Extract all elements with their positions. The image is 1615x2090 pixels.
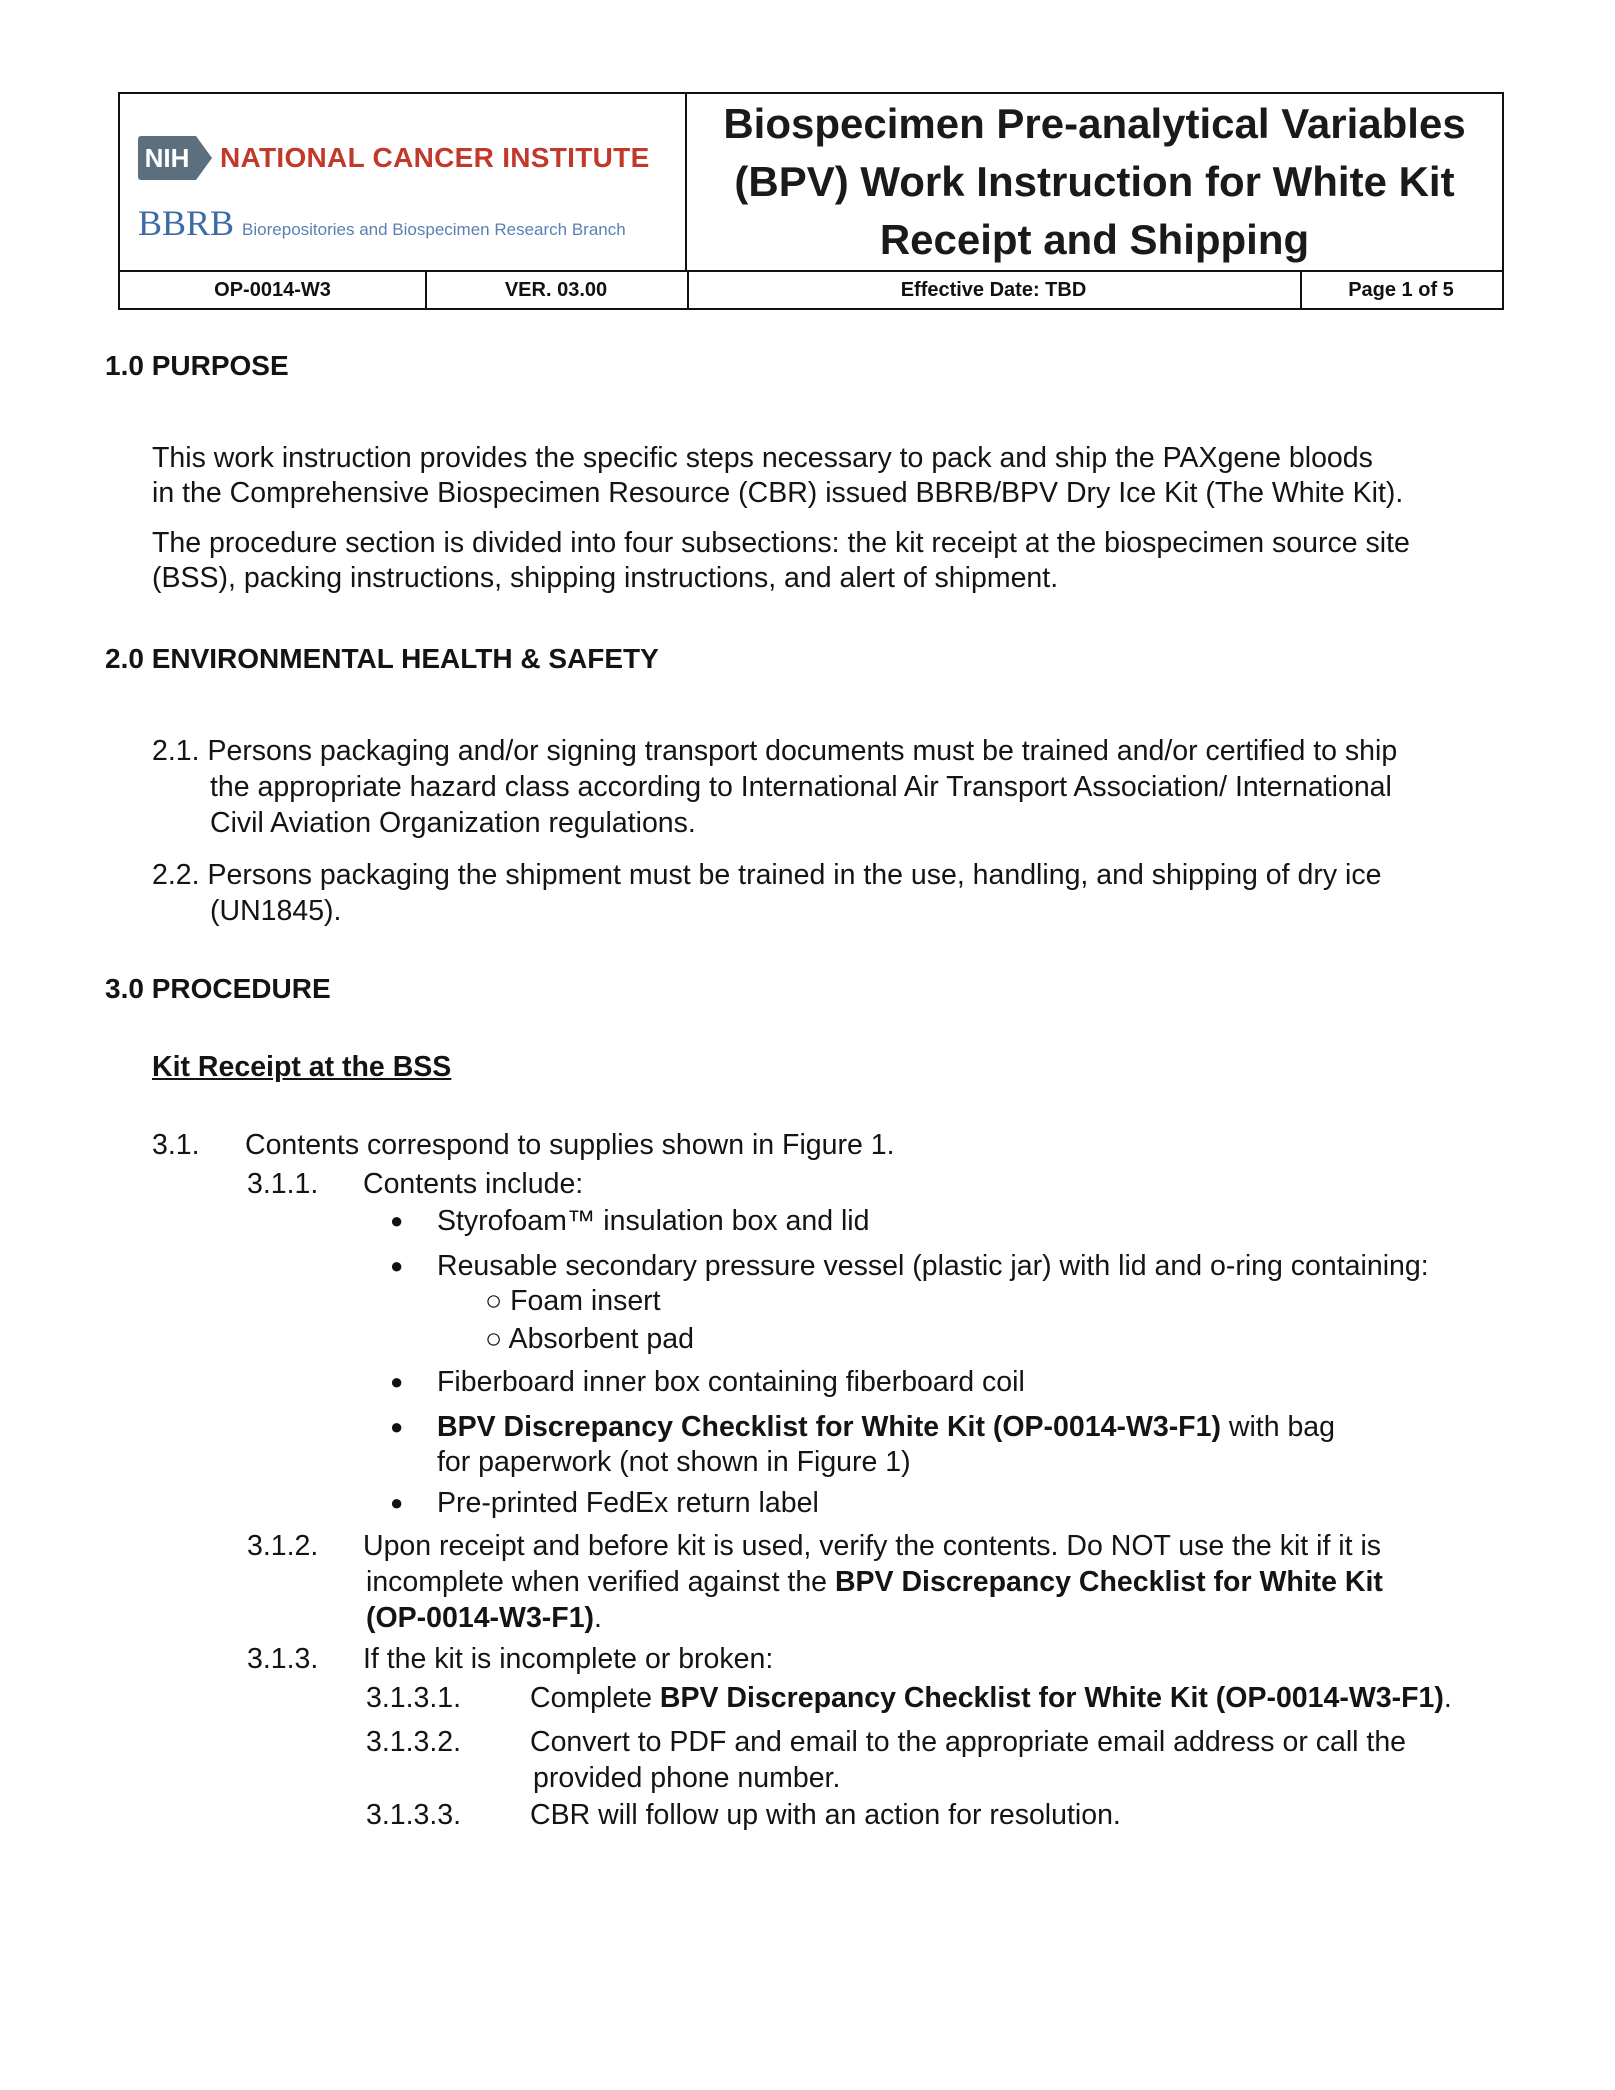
section-heading-procedure: 3.0 PROCEDURE — [105, 973, 331, 1004]
purpose-paragraph-1-line-2: in the Comprehensive Biospecimen Resource (CBR) issued BBRB/BPV Dry Ice Kit (The White Kit). — [152, 477, 1404, 509]
bbrb-logo — [138, 202, 626, 244]
step-text — [530, 1680, 1452, 1716]
content-item — [437, 1409, 1335, 1445]
logo-cell — [120, 94, 687, 270]
checklist-reference: BPV Discrepancy Checklist for White Kit — [834, 1566, 1383, 1598]
step-number: 3.1.3.1. — [366, 1682, 462, 1714]
bullet-icon: ● — [390, 1414, 404, 1439]
content-item: Reusable secondary pressure vessel (plastic jar) with lid and o-ring containing: — [437, 1250, 1429, 1282]
step-text: Contents include: — [363, 1168, 584, 1200]
step-number: 3.1.1. — [247, 1168, 319, 1200]
content-subitem: ○ Foam insert — [485, 1285, 661, 1317]
step-number: 3.1.2. — [247, 1530, 319, 1562]
nci-logo — [138, 136, 650, 180]
section-heading-ehs: 2.0 ENVIRONMENTAL HEALTH & SAFETY — [105, 643, 659, 674]
page-number: Page 1 of 5 — [1348, 278, 1454, 301]
step-number: 3.1.3. — [247, 1643, 319, 1675]
step-number: 3.1. — [152, 1129, 200, 1161]
step-text-part: incomplete when verified against the — [366, 1566, 835, 1598]
step-text-continuation — [366, 1600, 602, 1636]
checklist-reference: BPV Discrepancy Checklist for White Kit (OP-0014-W3-F1) — [437, 1411, 1221, 1443]
document-title — [687, 94, 1502, 270]
content-item: Fiberboard inner box containing fiberboard coil — [437, 1366, 1025, 1398]
title-line: Biospecimen Pre-analytical Variables — [723, 100, 1466, 147]
step-text-continuation — [366, 1564, 1383, 1600]
bullet-icon: ● — [390, 1208, 404, 1233]
content-item-continuation: for paperwork (not shown in Figure 1) — [437, 1446, 911, 1478]
org-name: NATIONAL CANCER INSTITUTE — [220, 142, 650, 173]
branch-abbrev: BBRB — [138, 203, 235, 243]
title-line: (BPV) Work Instruction for White Kit — [734, 158, 1455, 205]
checklist-reference: (OP-0014-W3-F1) — [366, 1602, 595, 1634]
step-number: 3.1.3.2. — [366, 1726, 462, 1758]
purpose-paragraph-1-line-1: This work instruction provides the specific steps necessary to pack and ship the PAXgene bloods — [152, 442, 1373, 474]
purpose-paragraph-2-line-2: (BSS), packing instructions, shipping instructions, and alert of shipment. — [152, 562, 1059, 594]
nih-chevron-icon — [196, 136, 212, 180]
document-header-table — [118, 92, 1504, 310]
step-text-part: . — [594, 1602, 602, 1634]
step-text: Convert to PDF and email to the appropriate email address or call the — [530, 1726, 1407, 1758]
purpose-paragraph-2-line-1: The procedure section is divided into four subsections: the kit receipt at the biospecimen source site — [152, 527, 1410, 559]
doc-id: OP-0014-W3 — [120, 272, 427, 308]
effective-date: Effective Date: TBD — [687, 272, 1302, 308]
branch-name: Biorepositories and Biospecimen Research Branch — [242, 220, 626, 239]
checklist-reference: BPV Discrepancy Checklist for White Kit (OP-0014-W3-F1) — [659, 1682, 1444, 1714]
subsection-heading-kit-receipt: Kit Receipt at the BSS — [152, 1051, 452, 1083]
step-text: Contents correspond to supplies shown in Figure 1. — [245, 1129, 895, 1161]
step-number: 3.1.3.3. — [366, 1799, 462, 1831]
ehs-item-1-line-3: Civil Aviation Organization regulations. — [210, 807, 696, 839]
ehs-item-1-line-1: 2.1. Persons packaging and/or signing transport documents must be trained and/or certified to ship — [152, 735, 1398, 767]
doc-version: VER. 03.00 — [425, 272, 689, 308]
header-meta-row — [120, 270, 1502, 308]
content-item: Pre-printed FedEx return label — [437, 1487, 819, 1519]
ehs-item-1-line-2: the appropriate hazard class according to International Air Transport Association/ International — [210, 771, 1392, 803]
title-line: Receipt and Shipping — [879, 216, 1310, 263]
nih-logo-icon: NIH — [138, 136, 196, 180]
step-text: If the kit is incomplete or broken: — [363, 1643, 774, 1675]
step-text-part: Complete — [530, 1682, 660, 1714]
step-text: Upon receipt and before kit is used, verify the contents. Do NOT use the kit if it is — [363, 1530, 1382, 1562]
content-item-rest: with bag — [1220, 1411, 1336, 1443]
bullet-icon: ● — [390, 1490, 404, 1515]
step-text-continuation: provided phone number. — [533, 1762, 841, 1794]
section-heading-purpose: 1.0 PURPOSE — [105, 350, 289, 381]
bullet-icon: ● — [390, 1253, 404, 1278]
ehs-item-2-line-1: 2.2. Persons packaging the shipment must be trained in the use, handling, and shipping of dry ice — [152, 859, 1382, 891]
step-text-part: . — [1443, 1682, 1452, 1714]
step-text: CBR will follow up with an action for resolution. — [530, 1799, 1121, 1831]
content-item: Styrofoam™ insulation box and lid — [437, 1205, 870, 1237]
content-subitem: ○ Absorbent pad — [485, 1323, 694, 1355]
bullet-icon: ● — [390, 1369, 404, 1394]
ehs-item-2-line-2: (UN1845). — [210, 895, 342, 927]
